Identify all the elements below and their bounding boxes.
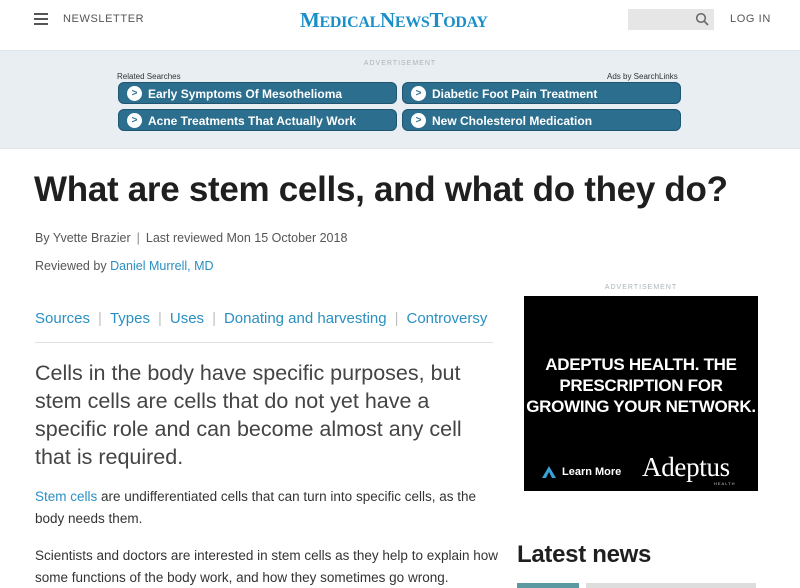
toc-divider: | (212, 310, 216, 327)
article-lead: Cells in the body have specific purposes, but stem cells are cells that do not yet have a specific role and can become almost any cell that is required. (35, 361, 462, 469)
login-link[interactable]: LOG IN (730, 13, 771, 25)
site-logo[interactable]: MEDICALNEWSTODAY (300, 8, 488, 32)
news-item[interactable] (586, 583, 756, 588)
top-ad-band (0, 50, 800, 149)
article-paragraph (35, 486, 500, 530)
author: By Yvette Brazier (35, 231, 131, 245)
toc-divider: | (394, 310, 399, 327)
search-input[interactable] (628, 9, 714, 30)
chevron-right-icon: > (411, 113, 426, 128)
toc-divider: | (157, 310, 162, 327)
ads-by-label: Ads by SearchLinks (607, 72, 678, 81)
newsletter-link[interactable]: NEWSLETTER (63, 13, 145, 25)
ad-link-mesothelioma[interactable] (118, 82, 397, 104)
chevron-right-icon: > (127, 86, 142, 101)
reviewed-by (35, 259, 214, 273)
stem-cells-link[interactable]: Stem cells (35, 489, 98, 504)
sidebar-advertisement-label: ADVERTISEMENT (604, 284, 678, 291)
divider (35, 342, 493, 343)
byline (35, 231, 347, 245)
hamburger-menu-icon[interactable] (34, 13, 48, 25)
last-reviewed: Last reviewed Mon 15 October 2018 (145, 231, 348, 245)
site-header (0, 0, 800, 40)
article-title: What are stem cells, and what do they do? (34, 170, 728, 209)
ad-link-diabetic-foot[interactable] (402, 82, 681, 104)
toc-divider: | (98, 310, 102, 327)
related-searches-label: Related Searches (117, 72, 181, 81)
table-of-contents (35, 310, 487, 327)
sidebar-ad[interactable] (524, 296, 758, 491)
toc-link-types[interactable]: Types (109, 310, 150, 327)
toc-link-donating[interactable]: Donating and harvesting (223, 310, 387, 327)
ad-link-label: New Cholesterol Medication (432, 114, 593, 128)
ad-link-cholesterol[interactable] (402, 109, 681, 131)
ad-link-label: Diabetic Foot Pain Treatment (432, 87, 598, 101)
search-icon[interactable] (695, 12, 709, 26)
ad-headline (524, 354, 758, 417)
ad-link-label: Early Symptoms Of Mesothelioma (148, 87, 343, 101)
toc-link-controversy[interactable]: Controversy (406, 310, 488, 327)
ad-link-label: Acne Treatments That Actually Work (148, 114, 357, 128)
latest-news-heading: Latest news (517, 541, 652, 568)
adeptus-logo-sub: HEALTH (714, 481, 736, 486)
paragraph-text: are undifferentiated cells that can turn into specific cells, as the body needs them. (35, 489, 476, 526)
reviewed-by-prefix: Reviewed by (35, 259, 107, 273)
adeptus-logo: Adeptus (642, 452, 730, 482)
news-thumbnail[interactable] (517, 583, 579, 588)
ad-headline-line: GROWING YOUR NETWORK. (526, 397, 756, 416)
triangle-icon (542, 466, 556, 478)
reviewer-link[interactable]: Daniel Murrell, MD (110, 259, 214, 273)
ad-link-acne[interactable] (118, 109, 397, 131)
advertisement-label: ADVERTISEMENT (363, 60, 437, 67)
byline-separator: | (136, 231, 140, 245)
chevron-right-icon: > (127, 113, 142, 128)
ad-headline-line: ADEPTUS HEALTH. THE (545, 355, 737, 374)
article-paragraph: Scientists and doctors are interested in stem cells as they help to explain how some functions of the body work, and how they sometimes go wrong. (35, 548, 498, 585)
ad-headline-line: PRESCRIPTION FOR (559, 376, 723, 395)
toc-link-sources[interactable]: Sources (35, 310, 91, 327)
chevron-right-icon: > (411, 86, 426, 101)
toc-link-uses[interactable]: Uses (169, 310, 205, 327)
learn-more-button[interactable]: Learn More (562, 466, 622, 478)
